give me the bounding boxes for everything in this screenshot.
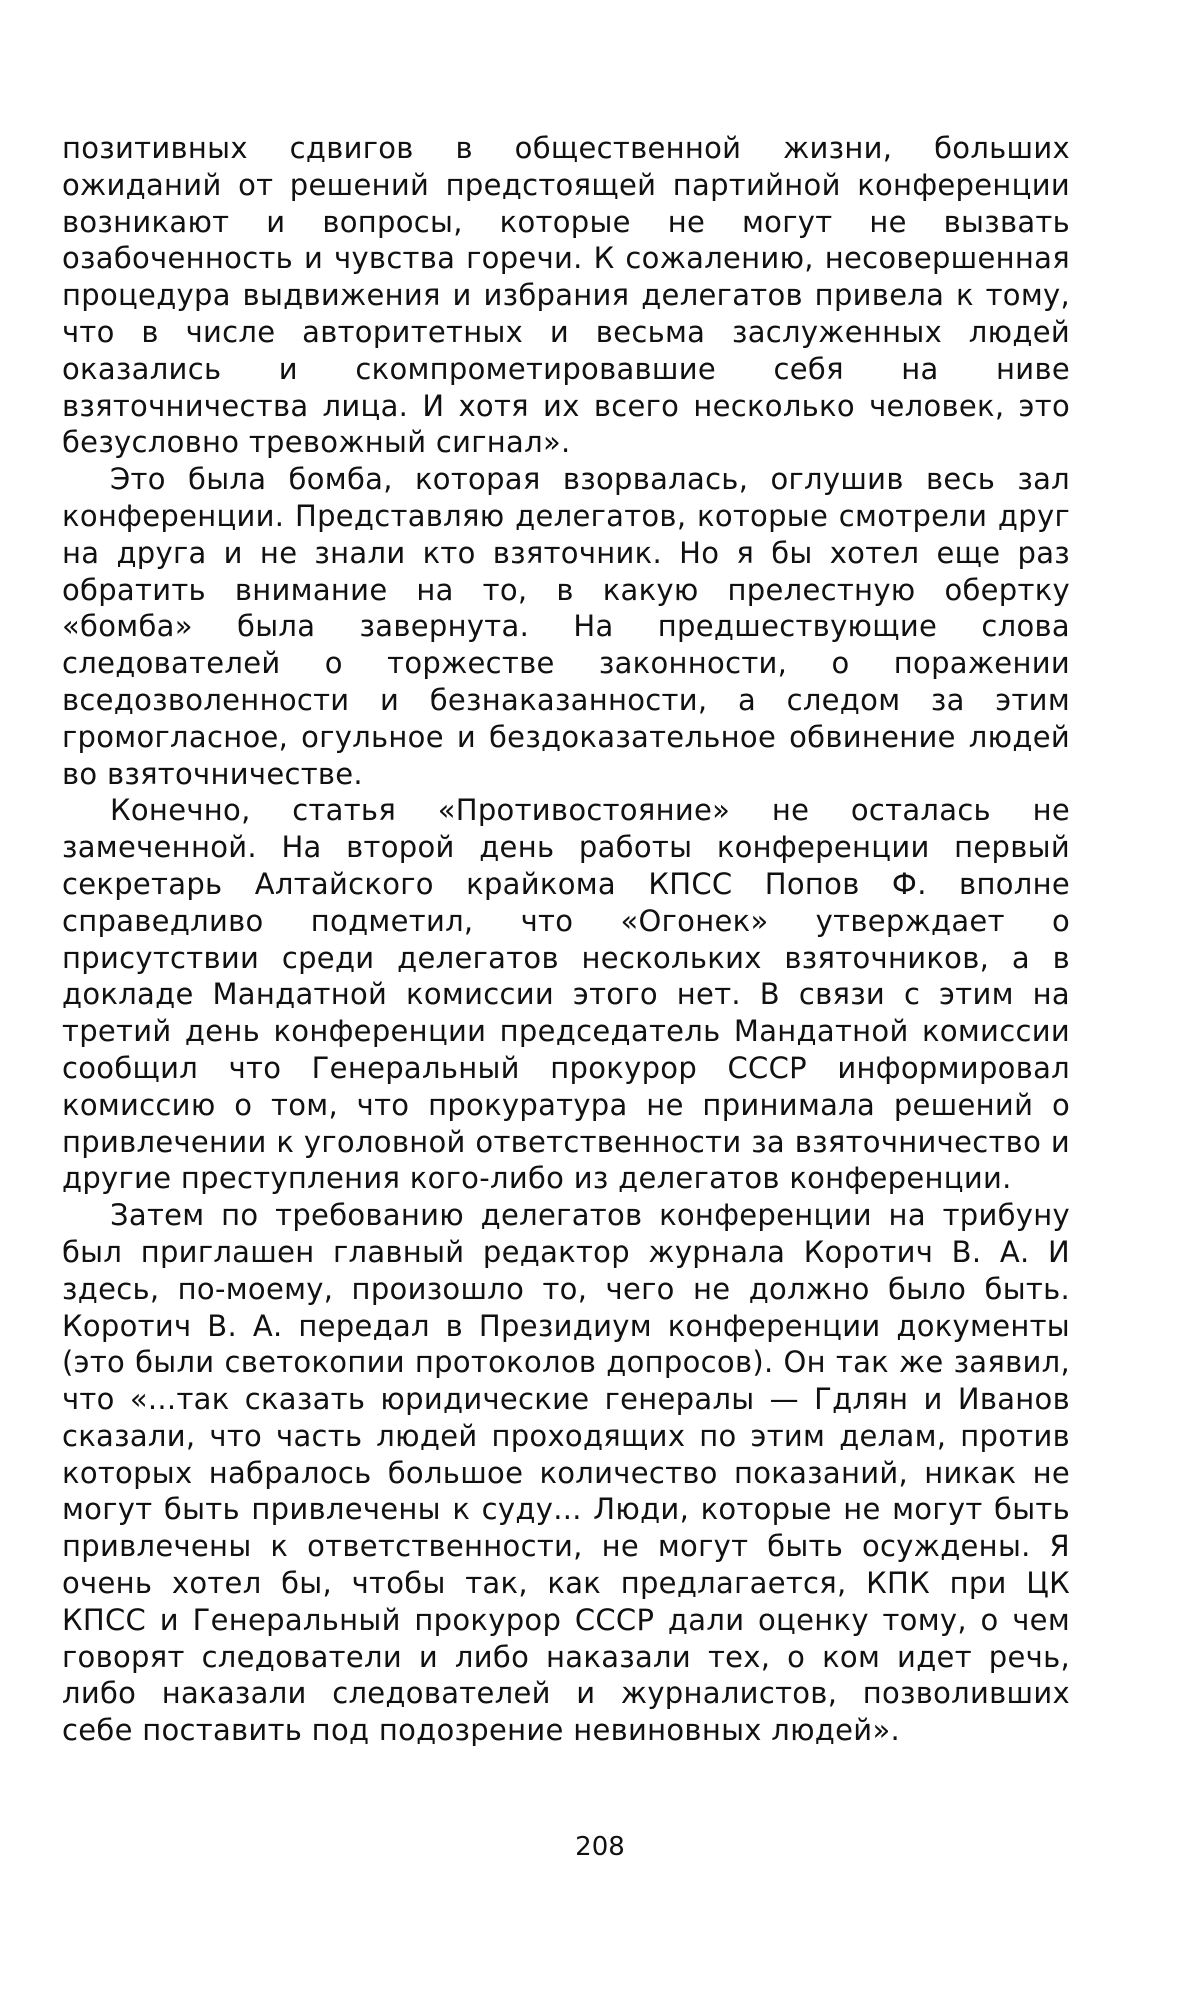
paragraph-continued: позитивных сдвигов в общественной жизни, больших ожиданий от решений предстоящей партийной конференции возникают и вопросы, которые не могут не вызвать озабоченность и чувства горечи. К сожалению, несовершенная процедура выдвижения и избрания делегатов привела к тому, что в числе авторитетных и весьма заслуженных людей оказались и скомпрометировавшие себя на ниве взяточничества лица. И хотя их всего несколько человек, это безусловно тревожный сигнал». [62,131,1070,460]
page-body [62,130,1070,1749]
paragraph: Конечно, статья «Противостояние» не осталась не замеченной. На второй день работы конференции первый секретарь Алтайского крайкома КПСС Попов Ф. вполне справедливо подметил, что «Огонек» утверждает о присутствии среди делегатов нескольких взяточников, а в докладе Мандатной комиссии этого нет. В связи с этим на третий день конференции председатель Мандатной комиссии сообщил что Генеральный прокурор СССР информировал комиссию о том, что прокуратура не принимала решений о привлечении к уголовной ответственности за взяточничество и другие преступления кого-либо из делегатов конференции. [62,793,1070,1196]
page-number: 208 [575,1832,625,1862]
paragraph: Это была бомба, которая взорвалась, оглушив весь зал конференции. Представляю делегатов, которые смотрели друг на друга и не знали кто взяточник. Но я бы хотел еще раз обратить внимание на то, в какую прелестную обертку «бомба» была завернута. На предшествующие слова следователей о торжестве законности, о поражении вседозволенности и безнаказанности, а следом за этим громогласное, огульное и бездоказательное обвинение людей во взяточничестве. [62,462,1070,791]
paragraph: Затем по требованию делегатов конференции на трибуну был приглашен главный редактор журнала Коротич В. А. И здесь, по-моему, произошло то, чего не должно было быть. Коротич В. А. передал в Президиум конференции документы (это были светокопии протоколов допросов). Он так же заявил, что «...так сказать юридические генералы — Гдлян и Иванов сказали, что часть людей проходящих по этим делам, против которых набралось большое количество показаний, никак не могут быть привлечены к суду... Люди, которые не могут быть привлечены к ответственности, не могут быть осуждены. Я очень хотел бы, чтобы так, как предлагается, КПК при ЦК КПСС и Генеральный прокурор СССР дали оценку тому, о чем говорят следователи и либо наказали тех, о ком идет речь, либо наказали следователей и журналистов, позволивших себе поставить под подозрение невиновных людей». [62,1198,1070,1748]
